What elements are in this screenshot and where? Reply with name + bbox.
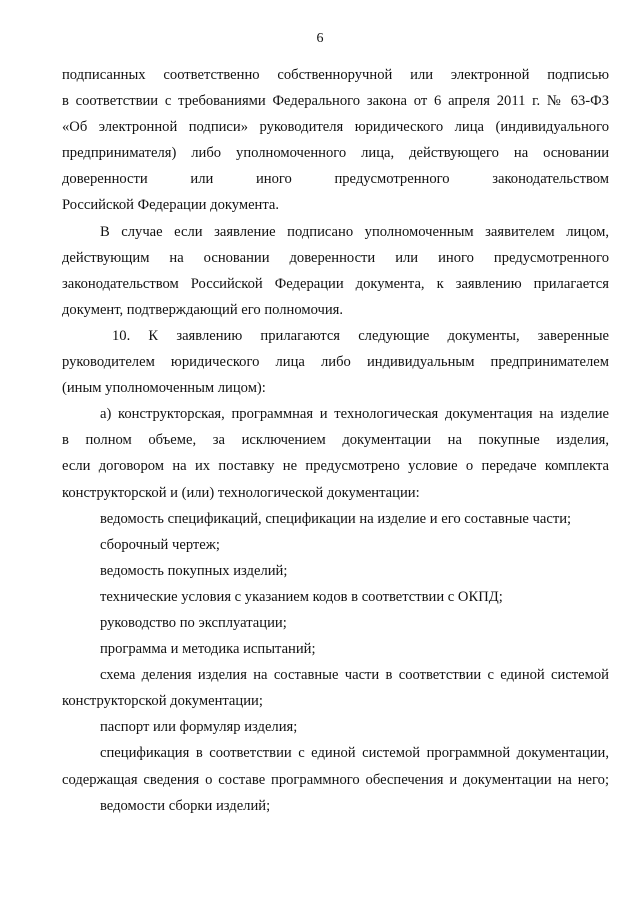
text-line: предпринимателя) либо уполномоченного лица, действующего на основании [62, 145, 609, 162]
text-line: паспорт или формуляр изделия; [100, 719, 298, 736]
text-line: В случае если заявление подписано уполномоченным заявителем лицом, [100, 223, 609, 240]
text-line: руководство по эксплуатации; [100, 614, 287, 631]
text-line: подписанных соответственно собственноручной или электронной подписью [62, 67, 609, 83]
text-line: конструкторской и (или) технологической документации: [62, 484, 420, 501]
text-line: содержащая сведения о составе программного обеспечения и документации на него; [62, 771, 609, 788]
text-line: ведомости сборки изделий; [100, 797, 271, 814]
text-line: законодательством Российской Федерации документа, к заявлению прилагается [62, 275, 609, 292]
text-line: схема деления изделия на составные части в соответствии с единой системой [100, 667, 609, 684]
text-line: ведомость покупных изделий; [100, 562, 288, 579]
text-line: действующим на основании доверенности или иного предусмотренного [62, 249, 609, 266]
text-line: ведомость спецификаций, спецификации на изделие и его составные части; [100, 510, 572, 527]
text-line: «Об электронной подписи» руководителя юридического лица (индивидуального [62, 119, 609, 136]
text-line: документ, подтверждающий его полномочия. [62, 301, 344, 318]
text-line: программа и методика испытаний; [100, 641, 316, 658]
text-line: сборочный чертеж; [100, 536, 220, 553]
text-line: конструкторской документации; [62, 693, 263, 710]
text-line: 10. К заявлению прилагаются следующие документы, заверенные [112, 327, 609, 344]
document-body [62, 62, 609, 819]
text-line: спецификация в соответствии с единой системой программной документации, [100, 745, 609, 762]
text-line: в полном объеме, за исключением документации на покупные изделия, [62, 432, 609, 449]
text-line: если договором на их поставку не предусмотрено условие о передаче комплекта [62, 458, 609, 475]
page-number: 6 [316, 31, 324, 46]
text-line: Российской Федерации документа. [62, 197, 280, 214]
text-line: руководителем юридического лица либо индивидуальным предпринимателем [62, 354, 609, 371]
text-line: доверенности или иного предусмотренного законодательством [62, 171, 609, 188]
text-line: технические условия с указанием кодов в соответствии с ОКПД; [100, 588, 503, 605]
text-line: в соответствии с требованиями Федерального закона от 6 апреля 2011 г. № 63-ФЗ [62, 93, 609, 110]
text-line: (иным уполномоченным лицом): [62, 380, 266, 397]
text-line: а) конструкторская, программная и технологическая документация на изделие [100, 406, 609, 423]
